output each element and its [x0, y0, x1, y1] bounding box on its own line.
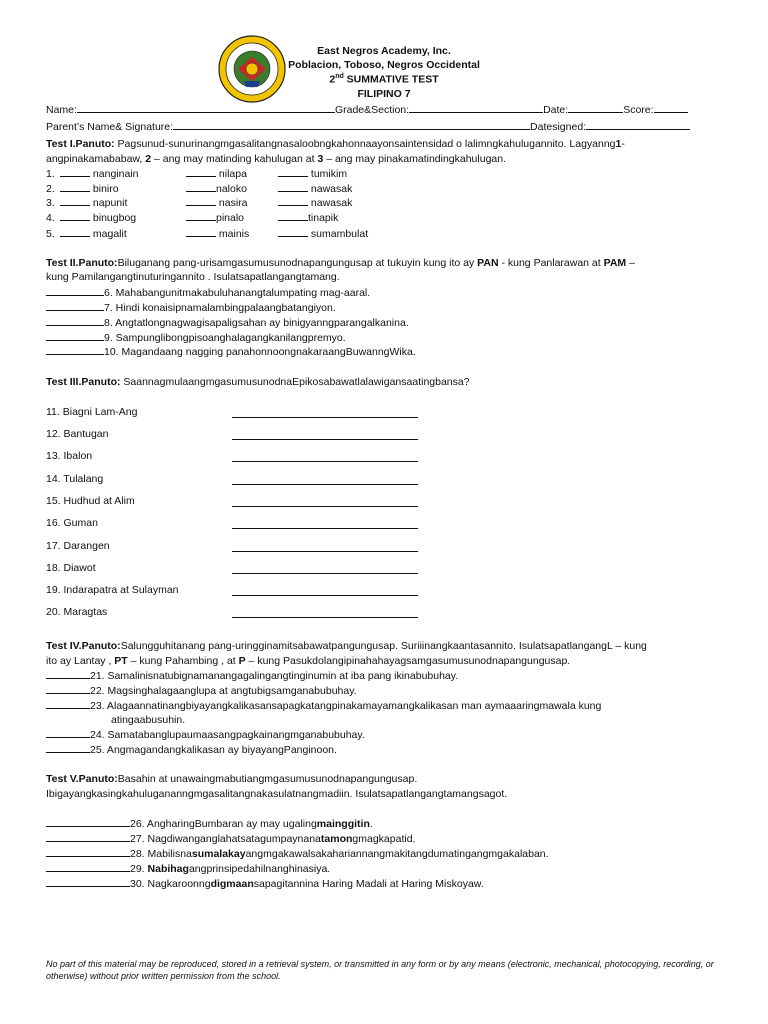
test4-item: 21. Samalinisnatubignamanangagalingangtinginumin at iba pang ikinabubuhay. [46, 669, 458, 683]
test2-item: 10. Magandaang nagging panahonnoongnakaraangBuwanngWika. [46, 345, 416, 359]
test3-item: 12. Bantugan [46, 428, 109, 440]
subject: FILIPINO 7 [357, 88, 411, 100]
school-name: East Negros Academy, Inc. [317, 45, 451, 57]
test5-instructions-2: Ibigayangkasingkahulugananngmgasalitangnakasulatnangmadiin. Isulatsapatlangangtamangsagot. [46, 788, 508, 800]
test4-item-cont: atingaabusuhin. [111, 714, 186, 726]
test3-item: 20. Maragtas [46, 606, 108, 618]
answer-line[interactable] [232, 527, 418, 529]
school-address: Poblacion, Toboso, Negros Occidental [288, 59, 480, 71]
test3-item: 13. Ibalon [46, 450, 93, 462]
test5-item: 27. Nagdiwanganglahatsatagumpaynanatamongmagkapatid. [46, 832, 415, 846]
parent-signature-field[interactable]: Parent’s Name& Signature: Datesigned: [46, 120, 690, 134]
test3-instructions: Test III.Panuto: SaannagmulaangmgasumusunodnaEpikosabawatlalawigansaatingbansa? [46, 376, 470, 388]
test5-item: 26. AngharingBumbaran ay may ugalingmainggitin. [46, 817, 373, 831]
answer-line[interactable] [232, 483, 418, 485]
test1-instructions-2: angpinakamababaw, 2 – ang may matinding kahulugan at 3 – ang may pinakamatindingkahulugan. [46, 153, 507, 165]
test4-item: 24. Samatabanglupaumaasangpagkainangmganabubuhay. [46, 728, 365, 742]
test-title: 2nd SUMMATIVE TEST [329, 73, 439, 86]
test4-instructions: Test IV.Panuto:Salungguhitanang pang-uringginamitsabawatpangungusap. Suriiinangkaantasannito. IsulatsapatlangangL – kung [46, 640, 647, 652]
test3-item: 14. Tulalang [46, 473, 104, 485]
answer-line[interactable] [232, 438, 418, 440]
test5-item: 29. Nabihagangprinsipedahilnanghinasiya. [46, 862, 330, 876]
answer-line[interactable] [232, 616, 418, 618]
answer-line[interactable] [232, 572, 418, 574]
answer-line[interactable] [232, 550, 418, 552]
answer-line[interactable] [232, 594, 418, 596]
test4-item: 25. Angmagandangkalikasan ay biyayangPanginoon. [46, 743, 337, 757]
test2-item: 9. Sampunglibongpisoanghalagangkanilangpremyo. [46, 331, 346, 345]
test3-item: 17. Darangen [46, 540, 110, 552]
test4-item: 22. Magsinghalagaanglupa at angtubigsamganabubuhay. [46, 684, 357, 698]
test2-instructions: Test II.Panuto:Biluganang pang-urisamgasumusunodnapangungusap at tukuyin kung ito ay PAN - kung Panlarawan at PAM – [46, 257, 635, 269]
test3-item: 16. Guman [46, 517, 98, 529]
answer-line[interactable] [232, 505, 418, 507]
test5-item: 28. Mabilisnasumalakayangmgakawalsakahariannangmakitangdumatingangmgakalaban. [46, 847, 549, 861]
test2-instructions-2: kung Pamilangangtinuturingannito . Isulatsapatlangangtamang. [46, 271, 340, 283]
test3-item: 19. Indarapatra at Sulayman [46, 584, 179, 596]
test4-instructions-2: ito ay Lantay , PT – kung Pahambing , at P – kung Pasukdolangipinahahayagsamgasumusunodnapangungusap. [46, 655, 571, 667]
test5-item: 30. Nagkaroonngdigmaansapagitannina Haring Madali at Haring Miskoyaw. [46, 877, 484, 891]
test3-item: 15. Hudhud at Alim [46, 495, 135, 507]
copyright-notice: No part of this material may be reproduced, stored in a retrieval system, or transmitted in any form or by any means (electronic, mechanical, photocopying, recording, or otherwise) without prior written permission from the school. [46, 959, 714, 981]
test3-item: 11. Biagni Lam-Ang [46, 406, 138, 418]
test2-item: 7. Hindi konaisipnamalambingpalaangbatangiyon. [46, 301, 336, 315]
test3-item: 18. Diawot [46, 562, 96, 574]
test5-instructions: Test V.Panuto:Basahin at unawaingmabutiangmgasumusunodnapangungusap. [46, 773, 418, 785]
test2-item: 8. Angtatlongnagwagisapaligsahan ay binigyanngparangalkanina. [46, 316, 409, 330]
test4-item: 23. Alagaannatinangbiyayangkalikasansapagkatangpinakamayamangkalikasan man aymaaaringmawala kung [46, 699, 601, 713]
answer-line[interactable] [232, 460, 418, 462]
name-field[interactable]: Name: Grade&Section: Date: Score: [46, 103, 688, 117]
test2-item: 6. Mahabangunitmakabuluhanangtalumpating mag-aaral. [46, 286, 370, 300]
answer-line[interactable] [232, 416, 418, 418]
test1-instructions: Test I.Panuto: Pagsunud-sunurinangmgasalitangnasaloobngkahonnaayonsaintensidad o lalimngkahulugannito. Lagyanng1- [46, 138, 625, 150]
